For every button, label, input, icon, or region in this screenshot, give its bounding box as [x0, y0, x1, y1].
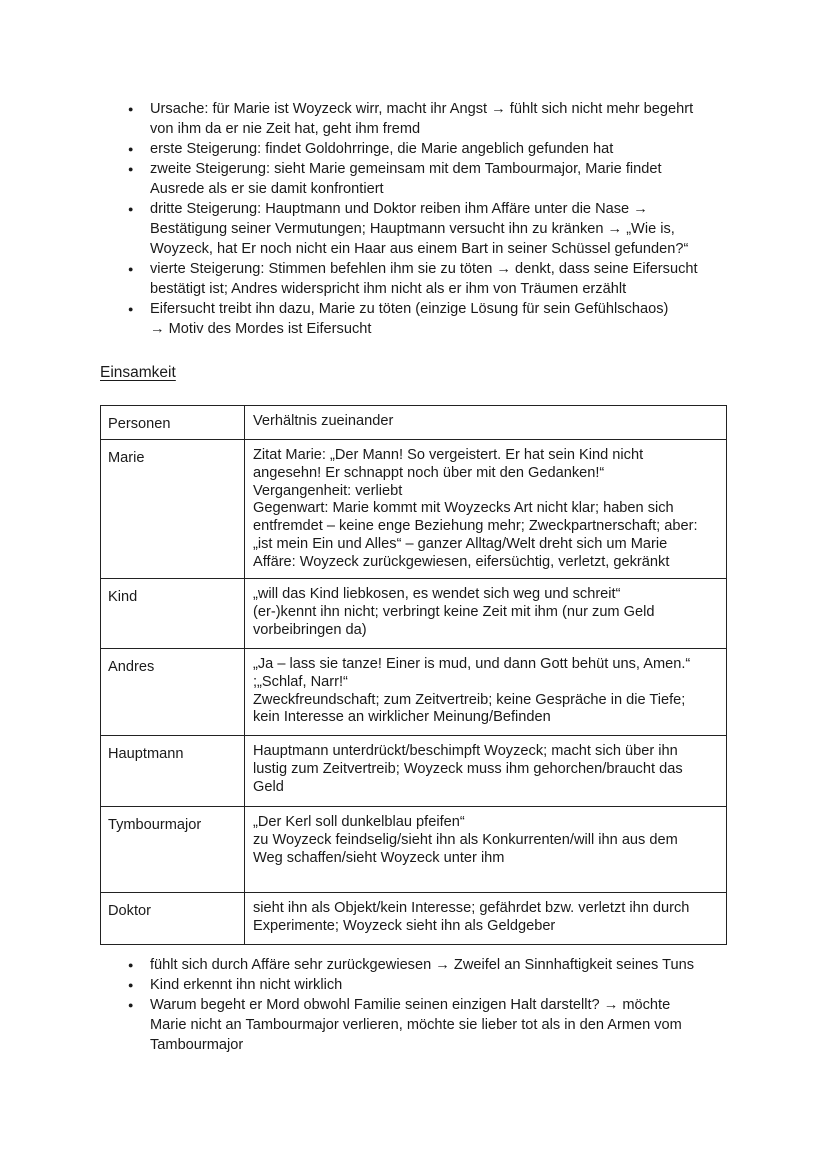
- text-line: ● vierte Steigerung: Stimmen befehlen ihm sie zu töten → denkt, dass seine Eifersucht: [150, 261, 698, 277]
- text-line: entfremdet – keine enge Beziehung mehr; Zweckpartnerschaft; aber:: [253, 518, 698, 535]
- header-cell-verhaeltnis: Verhältnis zueinander: [245, 406, 727, 440]
- header-cell-personen: Personen: [101, 406, 245, 440]
- text-line: Vergangenheit: verliebt: [253, 482, 403, 499]
- text-line: „ist mein Ein und Alles“ – ganzer Alltag/Welt dreht sich um Marie: [253, 535, 668, 552]
- text-line: → Motiv des Mordes ist Eifersucht: [150, 321, 372, 337]
- section-heading: Einsamkeit: [100, 364, 176, 381]
- text-line: Zitat Marie: „Der Mann! So vergeistert. Er hat sein Kind nicht: [253, 447, 644, 463]
- text-line: Zweckfreundschaft; zum Zeitvertreib; keine Gespräche in die Tiefe;: [253, 691, 686, 708]
- text-line: bestätigt ist; Andres widerspricht ihm nicht als er ihm von Träumen erzählt: [150, 281, 627, 297]
- text-line: ● erste Steigerung: findet Goldohrringe, die Marie angeblich gefunden hat: [150, 141, 614, 157]
- loneliness-bullet-list: [128, 955, 748, 1055]
- text-line: (er-)kennt ihn nicht; verbringt keine Zeit mit ihm (nur zum Geld: [253, 603, 655, 620]
- text-line: Gegenwart: Marie kommt mit Woyzecks Art nicht klar; haben sich: [253, 500, 674, 517]
- text-line: vorbeibringen da): [253, 621, 367, 638]
- table-header-row: [101, 406, 727, 440]
- text-line: Weg schaffen/sieht Woyzeck unter ihm: [253, 849, 505, 866]
- table-row: [101, 893, 727, 945]
- person-cell: Kind: [101, 579, 245, 649]
- table-row: [101, 807, 727, 893]
- text-line: Woyzeck, hat Er noch nicht ein Haar aus einem Bart in seiner Schüssel gefunden?“: [150, 241, 689, 257]
- table-row: [101, 440, 727, 579]
- text-line: kein Interesse an wirklicher Meinung/Befinden: [253, 709, 551, 726]
- bullet-item: [128, 99, 748, 139]
- text-line: ● zweite Steigerung: sieht Marie gemeinsam mit dem Tambourmajor, Marie findet: [150, 161, 662, 177]
- text-line: ● Ursache: für Marie ist Woyzeck wirr, macht ihr Angst → fühlt sich nicht mehr begehrt: [150, 101, 694, 117]
- person-cell: Doktor: [101, 893, 245, 945]
- relation-cell: [245, 807, 727, 893]
- relation-cell: [245, 579, 727, 649]
- text-line: angesehn! Er schnappt noch über mit den Gedanken!“: [253, 464, 605, 481]
- text-line: zu Woyzeck feindselig/sieht ihn als Konkurrenten/will ihn aus dem: [253, 831, 678, 848]
- person-cell: Tymbourmajor: [101, 807, 245, 893]
- text-line: ● Eifersucht treibt ihn dazu, Marie zu töten (einzige Lösung für sein Gefühlschaos): [150, 301, 669, 317]
- text-line: ● dritte Steigerung: Hauptmann und Doktor reiben ihm Affäre unter die Nase →: [150, 201, 648, 217]
- table-row: [101, 579, 727, 649]
- person-cell: Hauptmann: [101, 736, 245, 807]
- text-line: Tambourmajor: [150, 1037, 244, 1053]
- text-line: ● Kind erkennt ihn nicht wirklich: [150, 977, 343, 993]
- text-line: „will das Kind liebkosen, es wendet sich weg und schreit“: [253, 586, 621, 602]
- relation-cell: [245, 736, 727, 807]
- text-line: ● Warum begeht er Mord obwohl Familie seinen einzigen Halt darstellt? → möchte: [150, 997, 671, 1013]
- text-line: Hauptmann unterdrückt/beschimpft Woyzeck; macht sich über ihn: [253, 743, 678, 759]
- text-line: ● fühlt sich durch Affäre sehr zurückgewiesen → Zweifel an Sinnhaftigkeit seines Tuns: [150, 957, 695, 973]
- text-line: „Ja – lass sie tanze! Einer is mud, und dann Gott behüt uns, Amen.“: [253, 656, 691, 672]
- jealousy-bullet-list: [128, 99, 748, 339]
- bullet-item: [128, 299, 748, 339]
- bullet-item: [128, 975, 748, 995]
- text-line: „Der Kerl soll dunkelblau pfeifen“: [253, 814, 465, 830]
- relation-cell: [245, 893, 727, 945]
- text-line: von ihm da er nie Zeit hat, geht ihm fremd: [150, 121, 421, 137]
- bullet-item: [128, 259, 748, 299]
- bullet-item: [128, 199, 748, 259]
- bullet-item: [128, 159, 748, 199]
- bullet-item: [128, 955, 748, 975]
- bullet-item: [128, 139, 748, 159]
- table-row: [101, 736, 727, 807]
- text-line: Experimente; Woyzeck sieht ihn als Geldgeber: [253, 917, 556, 934]
- table-row: [101, 649, 727, 736]
- text-line: lustig zum Zeitvertreib; Woyzeck muss ihm gehorchen/braucht das: [253, 760, 683, 777]
- text-line: Geld: [253, 778, 284, 795]
- relation-cell: [245, 440, 727, 579]
- text-line: Bestätigung seiner Vermutungen; Hauptmann versucht ihn zu kränken → „Wie is,: [150, 221, 675, 237]
- person-cell: Marie: [101, 440, 245, 579]
- person-cell: Andres: [101, 649, 245, 736]
- relation-cell: [245, 649, 727, 736]
- text-line: Ausrede als er sie damit konfrontiert: [150, 181, 384, 197]
- bullet-item: [128, 995, 748, 1055]
- text-line: Affäre: Woyzeck zurückgewiesen, eifersüchtig, verletzt, gekränkt: [253, 553, 670, 570]
- text-line: sieht ihn als Objekt/kein Interesse; gefährdet bzw. verletzt ihn durch: [253, 900, 690, 916]
- text-line: Marie nicht an Tambourmajor verlieren, möchte sie lieber tot als in den Armen vom: [150, 1017, 682, 1033]
- text-line: ;„Schlaf, Narr!“: [253, 673, 348, 690]
- relationship-table: [100, 405, 727, 945]
